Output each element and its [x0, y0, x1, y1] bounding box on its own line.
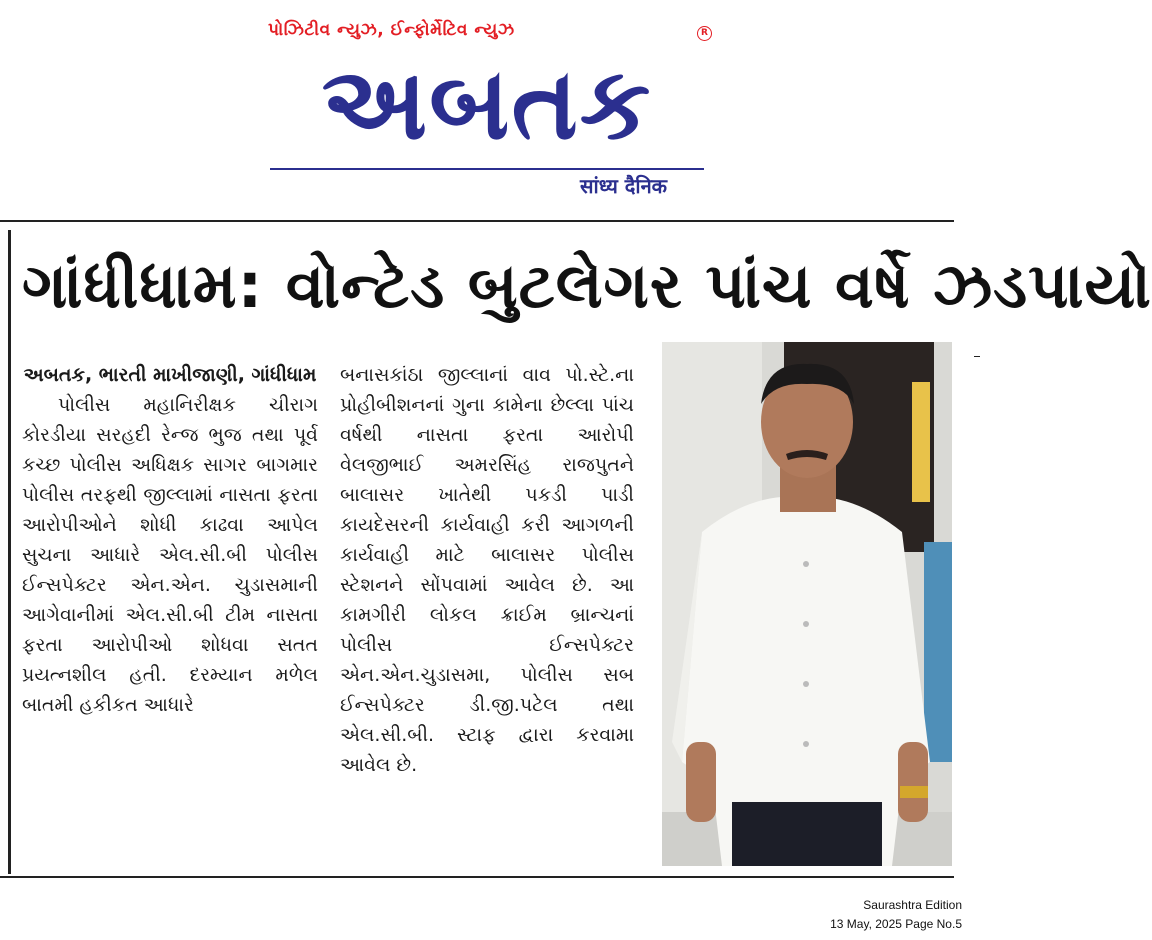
masthead-subtitle: सांध्य दैनिक	[580, 174, 668, 198]
article-column-2: બનાસકાંઠા જીલ્લાનાં વાવ પો.સ્ટે.ના પ્રોહીબીશનનાં ગુના કામેના છેલ્લા પાંચ વર્ષથી નાસતા ફરતા આરોપી વેલજીભાઈ અમરસિંહ રાજપુતને બાલાસર ખાતેથી પકડી પાડી કાયદેસરની કાર્યવાહી કરી આગળની કાર્યવાહી માટે બાલાસર પોલીસ સ્ટેશનને સોંપવામાં આવેલ છે. આ કામગીરી લોકલ ક્રાઈમ બ્રાન્ચનાં પોલીસ ઈન્સપેક્ટર એન.એન.ચુડાસમા, પોલીસ સબ ઈન્સપેક્ટર ડી.જી.પટેલ તથા એલ.સી.બી. સ્ટાફ દ્વારા કરવામા આવેલ છે.	[340, 364, 634, 776]
top-divider	[0, 220, 954, 222]
article-column-1-text: પોલીસ મહાનિરીક્ષક ચીરાગ કોરડીયા સરહદી રેન્જ ભુજ તથા પૂર્વ કચ્છ પોલીસ અધિક્ષક સાગર બાગમાર પોલીસ તરફથી જીલ્લામાં નાસતા ફરતા આરોપીઓને શોધી કાઢવા આપેલ સુચના આધારે એલ.સી.બી પોલીસ ઈન્સપેક્ટર એન.એન. ચુડાસમાની આગેવાનીમાં એલ.સી.બી ટીમ નાસતા ફરતા આરોપીઓ શોધવા સતત પ્રયત્નશીલ હતી. દરમ્યાન મળેલ બાતમી હકીકત આધારે	[22, 394, 318, 716]
bottom-divider	[0, 876, 954, 878]
edition-date-page: 13 May, 2025 Page No.5	[830, 917, 962, 931]
article-column-1	[22, 360, 318, 720]
article-byline: અબતક, ભારતી માખીજાણી, ગાંધીધામ	[23, 364, 317, 386]
article-left-bar	[8, 230, 11, 874]
accused-photo-illustration	[662, 342, 952, 866]
article-headline: ગાંધીધામ: વોન્ટેડ બુટલેગર પાંચ વર્ષે ઝડપાયો	[22, 249, 1152, 322]
accused-photo	[662, 342, 952, 866]
newspaper-logo: અબતક	[321, 45, 653, 162]
logo-underline	[270, 168, 704, 170]
masthead	[0, 0, 980, 222]
registered-mark-icon: R	[697, 26, 712, 41]
edition-info	[830, 896, 962, 934]
side-tick-mark	[974, 356, 980, 357]
masthead-tagline: પોઝિટીવ ન્યુઝ, ઈન્ફોર્મેટિવ ન્યુઝ	[268, 20, 515, 40]
edition-name: Saurashtra Edition	[863, 898, 962, 912]
